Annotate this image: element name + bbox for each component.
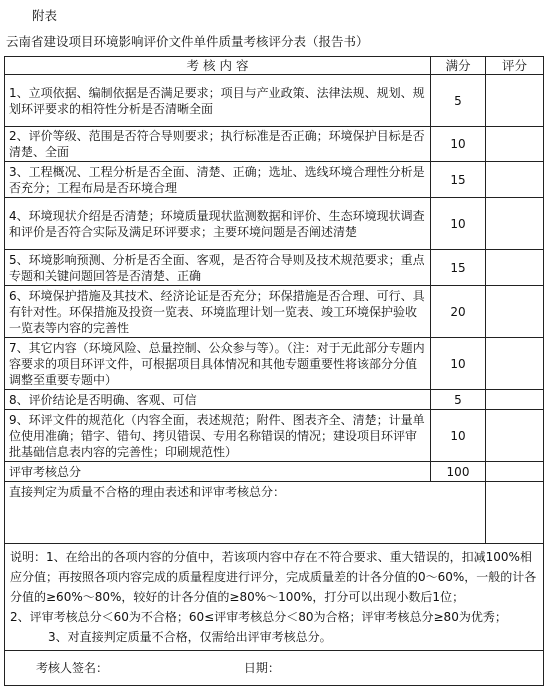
row-score-cell[interactable]	[486, 75, 544, 127]
row-full-score: 10	[431, 127, 486, 162]
reason-label: 直接判定为质量不合格的理由表述和评审考核总分：	[5, 482, 486, 544]
row-full-score: 15	[431, 162, 486, 198]
table-row	[5, 250, 544, 286]
row-full-score: 15	[431, 250, 486, 286]
table-header-row	[5, 57, 544, 75]
row-full-score: 20	[431, 286, 486, 338]
table-row	[5, 75, 544, 127]
row-content: 5、环境影响预测、分析是否全面、客观，是否符合导则及技术规范要求；重点专题和关键问题回答是否清楚、正确	[5, 250, 431, 286]
header-score: 评分	[486, 57, 544, 75]
header-full-score: 满分	[431, 57, 486, 75]
row-score-cell[interactable]	[486, 286, 544, 338]
signature-cell	[5, 651, 544, 686]
row-score-cell[interactable]	[486, 338, 544, 390]
row-score-cell[interactable]	[486, 250, 544, 286]
total-label: 评审考核总分	[5, 462, 431, 482]
signature-row	[5, 651, 544, 686]
row-full-score: 10	[431, 410, 486, 462]
form-title: 云南省建设项目环境影响评价文件单件质量考核评分表（报告书）	[6, 34, 369, 49]
row-content: 4、环境现状介绍是否清楚；环境质量现状监测数据和评价、生态环境现状调查和评价是否符合实际及满足环评要求；主要环境问题是否阐述清楚	[5, 198, 431, 250]
total-row	[5, 462, 544, 482]
table-row	[5, 338, 544, 390]
table-row	[5, 162, 544, 198]
row-full-score: 10	[431, 198, 486, 250]
row-score-cell[interactable]	[486, 410, 544, 462]
appendix-label: 附表	[32, 8, 58, 23]
row-score-cell[interactable]	[486, 162, 544, 198]
notes-cell	[5, 544, 544, 651]
row-content: 6、环境保护措施及其技术、经济论证是否充分；环保措施是否合理、可行、具有针对性。环保措施及投资一览表、环境监理计划一览表、竣工环境保护验收一览表等内容的完善性	[5, 286, 431, 338]
table-row	[5, 410, 544, 462]
notes-row	[5, 544, 544, 651]
note-3: 3、对直接判定质量不合格，仅需给出评审考核总分。	[48, 630, 332, 644]
total-score-cell[interactable]	[486, 462, 544, 482]
table-row	[5, 127, 544, 162]
reason-row	[5, 482, 544, 544]
row-content: 8、评价结论是否明确、客观、可信	[5, 390, 431, 410]
note-2: 2、评审考核总分＜60为不合格；60≤评审考核总分＜80为合格；评审考核总分≥80为优秀；	[10, 610, 507, 624]
row-content: 2、评价等级、范围是否符合导则要求；执行标准是否正确；环境保护目标是否清楚、全面	[5, 127, 431, 162]
row-full-score: 5	[431, 75, 486, 127]
row-full-score: 10	[431, 338, 486, 390]
row-score-cell[interactable]	[486, 198, 544, 250]
table-row	[5, 198, 544, 250]
table-row	[5, 390, 544, 410]
row-score-cell[interactable]	[486, 390, 544, 410]
date-label: 日期：	[243, 661, 280, 675]
reason-cell[interactable]	[486, 482, 544, 544]
note-1: 说明：1、在给出的各项内容的分值中，若该项内容中存在不符合要求、重大错误的，扣减100%相应分值；再按照各项内容完成的质量程度进行评分，完成质量差的计各分值的0～60%，一般的计各分值的≥60%～80%，较好的计各分值的≥80%～100%，打分可以出现小数后1位；	[10, 550, 537, 604]
row-content: 9、环评文件的规范化（内容全面，表述规范；附件、图表齐全、清楚；计量单位使用准确；错字、错句、拷贝错误、专用名称错误的情况；建设项目环评审批基础信息表内容的完善性；印刷规范性）	[5, 410, 431, 462]
row-content: 1、立项依据、编制依据是否满足要求；项目与产业政策、法律法规、规划、规划环评要求的相符性分析是否清晰全面	[5, 75, 431, 127]
table-row	[5, 286, 544, 338]
row-score-cell[interactable]	[486, 127, 544, 162]
header-content: 考 核 内 容	[5, 57, 431, 75]
evaluation-table	[4, 56, 544, 686]
total-full-score: 100	[431, 462, 486, 482]
row-full-score: 5	[431, 390, 486, 410]
row-content: 7、其它内容（环境风险、总量控制、公众参与等）。（注：对于无此部分专题内容要求的项目环评文件，可根据项目具体情况和其他专题重要性将该部分分值调整至重要专题中）	[5, 338, 431, 390]
row-content: 3、工程概况、工程分析是否全面、清楚、正确；选址、选线环境合理性分析是否充分；工程布局是否环境合理	[5, 162, 431, 198]
reviewer-signature-label: 考核人签名：	[36, 661, 109, 675]
